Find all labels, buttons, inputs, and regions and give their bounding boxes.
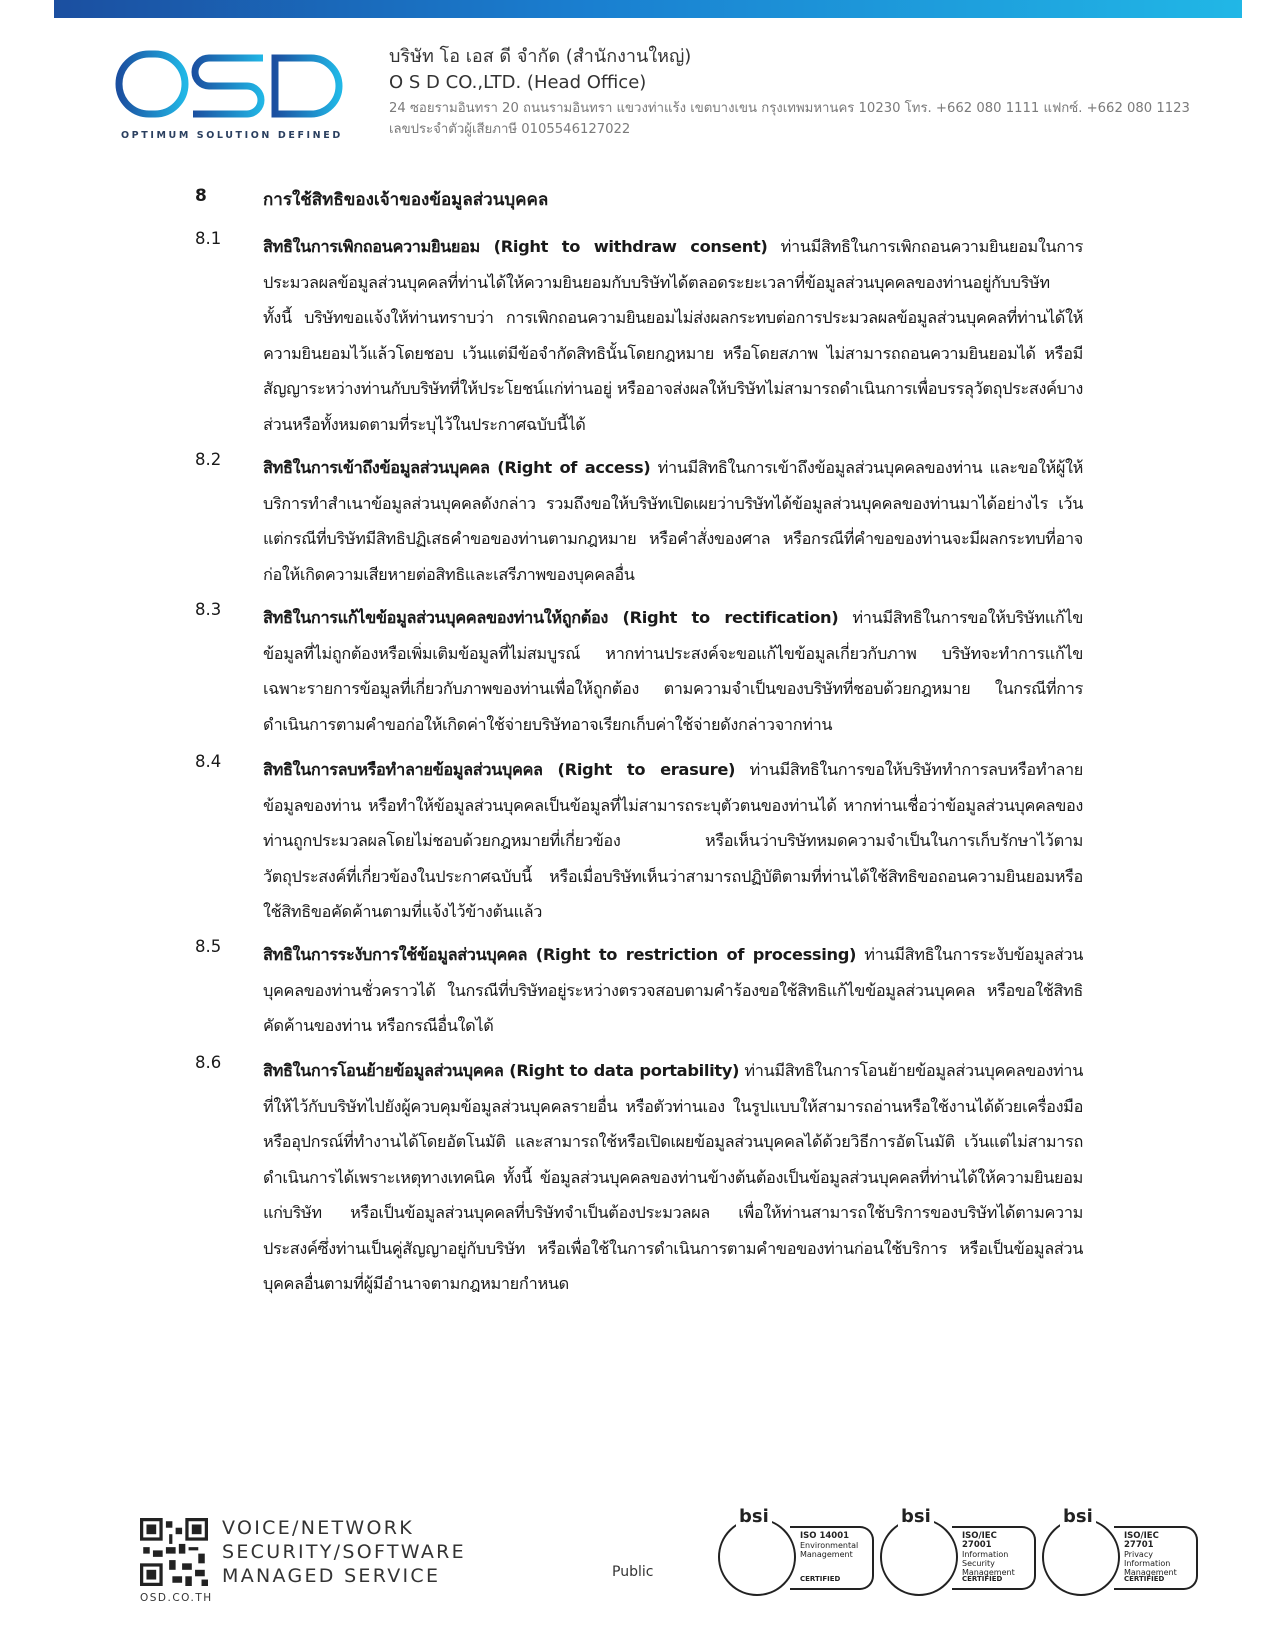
cert-description: Information Security Management [962, 1550, 1015, 1577]
qr-code-icon [140, 1518, 208, 1586]
section-title: การใช้สิทธิของเจ้าของข้อมูลส่วนบุคคล [263, 190, 549, 210]
clause-text [263, 229, 1083, 442]
company-address: 24 ซอยรามอินทรา 20 ถนนรามอินทรา แขวงท่าแร้ง เขตบางเขน กรุงเทพมหานคร 10230 โทร. +662 080 1111 แฟกซ์. +662 080 1123 [389, 101, 1190, 116]
clause-text [263, 450, 1083, 592]
cert-status: CERTIFIED [800, 1575, 841, 1583]
clause-number: 8.1 [195, 229, 222, 248]
cert-description: Privacy Information Management [1124, 1550, 1177, 1577]
clause-number: 8.5 [195, 937, 222, 956]
cert-details [1114, 1526, 1198, 1590]
clause-body: ท่านมีสิทธิในการขอให้บริษัททำการลบหรือทำลายข้อมูลของท่าน หรือทำให้ข้อมูลส่วนบุคคลเป็นข้อมูลที่ไม่สามารถระบุตัวตนของท่านได้ หากท่านเชื่อว่าข้อมูลส่วนบุคคลของท่านถูกประมวลผลโดยไม่ชอบด้วยกฎหมายที่เกี่ยวข้อง หรือเห็นว่าบริษัทหมดความจำเป็นในการเก็บรักษาไว้ตามวัตถุประสงค์ที่เกี่ยวข้องในประกาศฉบับนี้ หรือเมื่อบริษัทเห็นว่าสามารถปฏิบัติตามที่ท่านได้ใช้สิทธิขอถอนความยินยอมหรือใช้สิทธิขอคัดค้านตามที่แจ้งไว้ข้างต้นแล้ว [263, 760, 1083, 921]
clause-number: 8.6 [195, 1053, 222, 1072]
clause-body: ท่านมีสิทธิในการขอให้บริษัทแก้ไขข้อมูลที่ไม่ถูกต้องหรือเพิ่มเติมข้อมูลที่ไม่สมบูรณ์ หากท่านประสงค์จะขอแก้ไขข้อมูลเกี่ยวกับภาพ บริษัทจะทำการแก้ไขเฉพาะรายการข้อมูลที่เกี่ยวกับภาพของท่านเพื่อให้ถูกต้อง ตามความจำเป็นของบริษัทที่ชอบด้วยกฎหมาย ในกรณีที่การดำเนินการตามคำขอก่อให้เกิดค่าใช้จ่ายบริษัทอาจเรียกเก็บค่าใช้จ่ายดังกล่าวจากท่าน [263, 608, 1083, 734]
certification-badge [1042, 1506, 1202, 1596]
company-name-english: O S D CO.,LTD. (Head Office) [389, 72, 647, 93]
company-name-thai: บริษัท โอ เอส ดี จำกัด (สำนักงานใหญ่) [389, 46, 692, 67]
clause-heading: สิทธิในการลบหรือทำลายข้อมูลส่วนบุคคล (Right to erasure) [263, 760, 736, 779]
bsi-logo: bsi [736, 1506, 772, 1527]
tax-id: เลขประจำตัวผู้เสียภาษี 0105546127022 [389, 122, 631, 137]
clause-text [263, 1053, 1083, 1302]
logo-tagline: OPTIMUM SOLUTION DEFINED [121, 130, 343, 141]
clause-number: 8.3 [195, 600, 222, 619]
clause-number: 8.4 [195, 752, 222, 771]
company-info [389, 44, 1190, 140]
cert-standard: ISO/IEC 27701 [1124, 1531, 1159, 1550]
cert-standard: ISO/IEC 27001 [962, 1531, 997, 1550]
certification-badge [718, 1506, 878, 1596]
clause-body: ท่านมีสิทธิในการเพิกถอนความยินยอมในการประมวลผลข้อมูลส่วนบุคคลที่ท่านได้ให้ความยินยอมกับบริษัทได้ตลอดระยะเวลาที่ข้อมูลส่วนบุคคลของท่านอยู่กับบริษัท ทั้งนี้ บริษัทขอแจ้งให้ท่านทราบว่า การเพิกถอนความยินยอมไม่ส่งผลกระทบต่อการประมวลผลข้อมูลส่วนบุคคลที่ท่านได้ให้ความยินยอมไว้แล้วโดยชอบ เว้นแต่มีข้อจำกัดสิทธินั้นโดยกฎหมาย หรือโดยสภาพ ไม่สามารถถอนความยินยอมได้ หรือมีสัญญาระหว่างท่านกับบริษัทที่ให้ประโยชน์แก่ท่านอยู่ หรืออาจส่งผลให้บริษัทไม่สามารถดำเนินการเพื่อบรรลุวัตถุประสงค์บางส่วนหรือทั้งหมดตามที่ระบุไว้ในประกาศฉบับนี้ได้ [263, 237, 1083, 434]
service-line: SECURITY/SOFTWARE [222, 1541, 466, 1563]
cert-status: CERTIFIED [1124, 1575, 1165, 1583]
clause-body: ท่านมีสิทธิในการเข้าถึงข้อมูลส่วนบุคคลของท่าน และขอให้ผู้ให้บริการทำสำเนาข้อมูลส่วนบุคคลดังกล่าว รวมถึงขอให้บริษัทเปิดเผยว่าบริษัทได้ข้อมูลส่วนบุคคลของท่านมาได้อย่างไร เว้นแต่กรณีที่บริษัทมีสิทธิปฏิเสธคำขอของท่านตามกฎหมาย หรือคำสั่งของศาล หรือกรณีที่คำขอของท่านจะมีผลกระทบที่อาจก่อให้เกิดความเสียหายต่อสิทธิและเสรีภาพของบุคคลอื่น [263, 458, 1084, 584]
clause-text [263, 937, 1083, 1044]
clause-heading: สิทธิในการเพิกถอนความยินยอม (Right to withdraw consent) [263, 237, 768, 256]
footer-website: OSD.CO.TH [140, 1592, 213, 1604]
service-line: MANAGED SERVICE [222, 1565, 441, 1587]
clause-heading: สิทธิในการเข้าถึงข้อมูลส่วนบุคคล (Right of access) [263, 458, 651, 477]
cert-status: CERTIFIED [962, 1575, 1003, 1583]
clause-text [263, 752, 1083, 930]
clause-heading: สิทธิในการแก้ไขข้อมูลส่วนบุคคลของท่านให้ถูกต้อง (Right to rectification) [263, 608, 839, 627]
certification-badge [880, 1506, 1040, 1596]
clause-heading: สิทธิในการระงับการใช้ข้อมูลส่วนบุคคล (Right to restriction of processing) [263, 945, 857, 964]
cert-details [790, 1526, 874, 1590]
bsi-logo: bsi [1060, 1506, 1096, 1527]
kitemark-icon [718, 1518, 796, 1596]
service-line: VOICE/NETWORK [222, 1517, 415, 1539]
cert-description: Environmental Management [800, 1541, 859, 1559]
classification-label: Public [612, 1564, 654, 1580]
bsi-logo: bsi [898, 1506, 934, 1527]
clause-body: ท่านมีสิทธิในการโอนย้ายข้อมูลส่วนบุคคลของท่านที่ให้ไว้กับบริษัทไปยังผู้ควบคุมข้อมูลส่วนบุคคลรายอื่น หรือตัวท่านเอง ในรูปแบบให้สามารถอ่านหรือใช้งานได้ด้วยเครื่องมือหรืออุปกรณ์ที่ทำงานได้โดยอัตโนมัติ และสามารถใช้หรือเปิดเผยข้อมูลส่วนบุคคลได้ด้วยวิธีการอัตโนมัติ เว้นแต่ไม่สามารถดำเนินการได้เพราะเหตุทางเทคนิค ทั้งนี้ ข้อมูลส่วนบุคคลของท่านข้างต้นต้องเป็นข้อมูลส่วนบุคคลที่ท่านได้ให้ความยินยอมแก่บริษัท หรือเป็นข้อมูลส่วนบุคคลที่บริษัทจำเป็นต้องประมวลผล เพื่อให้ท่านสามารถใช้บริการของบริษัทได้ตามความประสงค์ซึ่งท่านเป็นคู่สัญญาอยู่กับบริษัท หรือเพื่อใช้ในการดำเนินการตามคำขอของท่านก่อนใช้บริการ หรือเป็นข้อมูลส่วนบุคคลอื่นตามที่ผู้มีอำนาจตามกฎหมายกำหนด [263, 1061, 1083, 1293]
footer-services [222, 1516, 466, 1588]
clause-body: ท่านมีสิทธิในการระงับข้อมูลส่วนบุคคลของท่านชั่วคราวได้ ในกรณีที่บริษัทอยู่ระหว่างตรวจสอบตามคำร้องขอใช้สิทธิแก้ไขข้อมูลส่วนบุคคล หรือขอใช้สิทธิคัดค้านของท่าน หรือกรณีอื่นใดได้ [263, 945, 1084, 1035]
kitemark-icon [1042, 1518, 1120, 1596]
kitemark-icon [880, 1518, 958, 1596]
osd-logo [113, 44, 348, 144]
clause-heading: สิทธิในการโอนย้ายข้อมูลส่วนบุคคล (Right to data portability) [263, 1061, 740, 1080]
clause-text [263, 600, 1083, 742]
cert-standard: ISO 14001 [800, 1531, 850, 1541]
header-accent-bar [54, 0, 1242, 18]
clause-number: 8.2 [195, 450, 222, 469]
section-number: 8 [195, 186, 207, 206]
cert-details [952, 1526, 1036, 1590]
